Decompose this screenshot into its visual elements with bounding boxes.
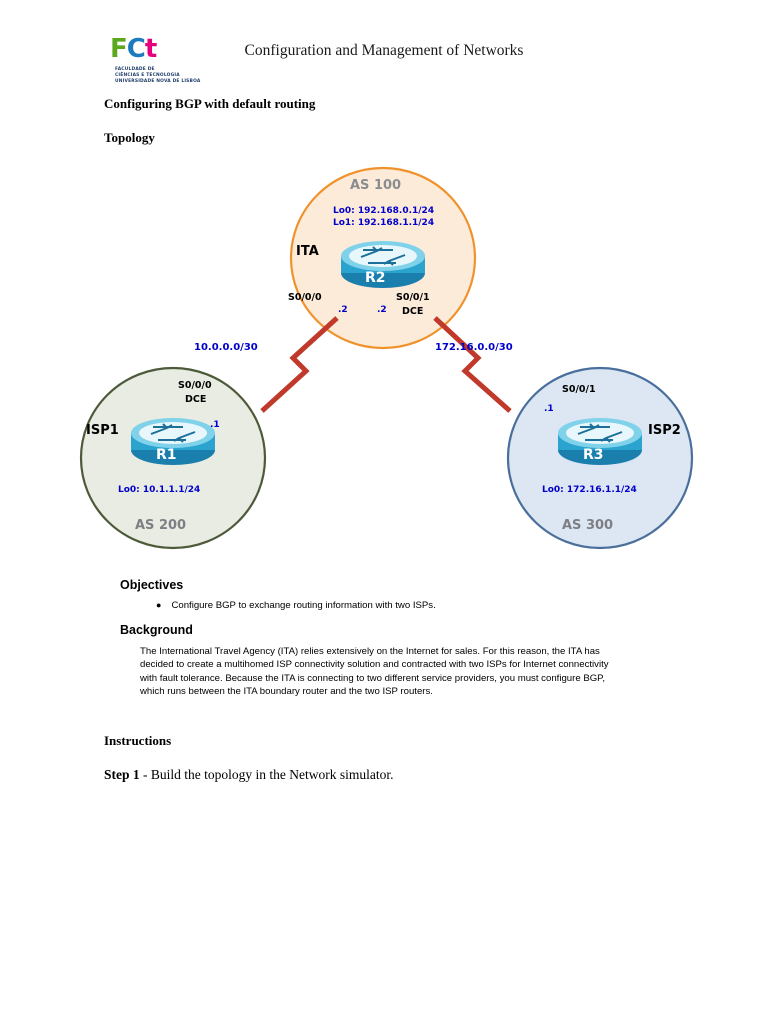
r1-dce-label: DCE bbox=[185, 394, 207, 405]
r2-interface-right-label: S0/0/1 bbox=[396, 292, 430, 303]
step-1-text: Build the topology in the Network simulator. bbox=[150, 766, 394, 782]
network-right-label: 172.16.0.0/30 bbox=[435, 342, 513, 353]
page-title: Configuration and Management of Networks bbox=[244, 42, 524, 59]
logo-subtext bbox=[115, 67, 201, 86]
isp2-label: ISP2 bbox=[648, 423, 681, 438]
r1-lo0-label: Lo0: 10.1.1.1/24 bbox=[118, 485, 201, 495]
step-1-line bbox=[104, 767, 664, 783]
r1-name-label: R1 bbox=[156, 447, 177, 463]
background-heading: Background bbox=[120, 623, 193, 637]
r3-lo0-label: Lo0: 172.16.1.1/24 bbox=[542, 485, 637, 495]
logo-line-3: UNIVERSIDADE NOVA DE LISBOA bbox=[115, 79, 201, 85]
topology-heading: Topology bbox=[104, 130, 155, 145]
r1-ip-label: .1 bbox=[210, 420, 220, 430]
r2-lo1-label: Lo1: 192.168.1.1/24 bbox=[333, 218, 435, 228]
r3-name-label: R3 bbox=[583, 447, 604, 463]
step-1-dash: - bbox=[143, 766, 148, 782]
objective-text: Configure BGP to exchange routing information with two ISPs. bbox=[171, 600, 436, 611]
document-heading: Configuring BGP with default routing bbox=[104, 96, 316, 111]
r2-lo0-label: Lo0: 192.168.0.1/24 bbox=[333, 206, 435, 216]
r3-ip-label: .1 bbox=[544, 404, 554, 414]
link-r2-r3 bbox=[435, 318, 510, 411]
instructions-heading: Instructions bbox=[104, 732, 172, 748]
r2-ip-left-label: .2 bbox=[338, 305, 348, 315]
as300-label: AS 300 bbox=[562, 518, 614, 533]
r2-interface-left-label: S0/0/0 bbox=[288, 292, 322, 303]
background-paragraph: The International Travel Agency (ITA) relies extensively on the Internet for sales. For this reason, the ITA has decided to create a multihomed ISP connectivity solution and contracted with two ISPs for Internet connectivity with fault tolerance. Because the ITA is connecting to two different service providers, you must configure BGP, which runs between the ITA boundary router and the two ISP routers. bbox=[140, 646, 609, 698]
isp1-label: ISP1 bbox=[86, 423, 119, 438]
objective-list-item bbox=[156, 600, 664, 611]
step-1-label: Step 1 bbox=[104, 766, 140, 782]
background-paragraph-clipped bbox=[140, 704, 626, 711]
logo-line-2: CIÊNCIAS E TECNOLOGIA bbox=[115, 73, 180, 79]
logo-letter-f: FCt bbox=[110, 34, 157, 64]
bullet-icon: ● bbox=[156, 600, 162, 610]
r2-name-label: R2 bbox=[365, 270, 386, 286]
document-page bbox=[0, 26, 768, 1020]
r3-interface-label: S0/0/1 bbox=[562, 384, 596, 395]
r2-dce-label: DCE bbox=[402, 306, 424, 317]
logo-line-1: FACULDADE DE bbox=[115, 67, 155, 72]
ita-label: ITA bbox=[296, 244, 319, 259]
objectives-heading: Objectives bbox=[120, 578, 184, 592]
topology-diagram bbox=[50, 158, 710, 578]
link-r2-r1 bbox=[262, 318, 337, 411]
as200-label: AS 200 bbox=[135, 518, 187, 533]
as100-label: AS 100 bbox=[350, 178, 402, 193]
r2-ip-right-label: .2 bbox=[377, 305, 387, 315]
r1-interface-label: S0/0/0 bbox=[178, 380, 212, 391]
network-left-label: 10.0.0.0/30 bbox=[194, 342, 258, 353]
document-header bbox=[104, 26, 664, 85]
